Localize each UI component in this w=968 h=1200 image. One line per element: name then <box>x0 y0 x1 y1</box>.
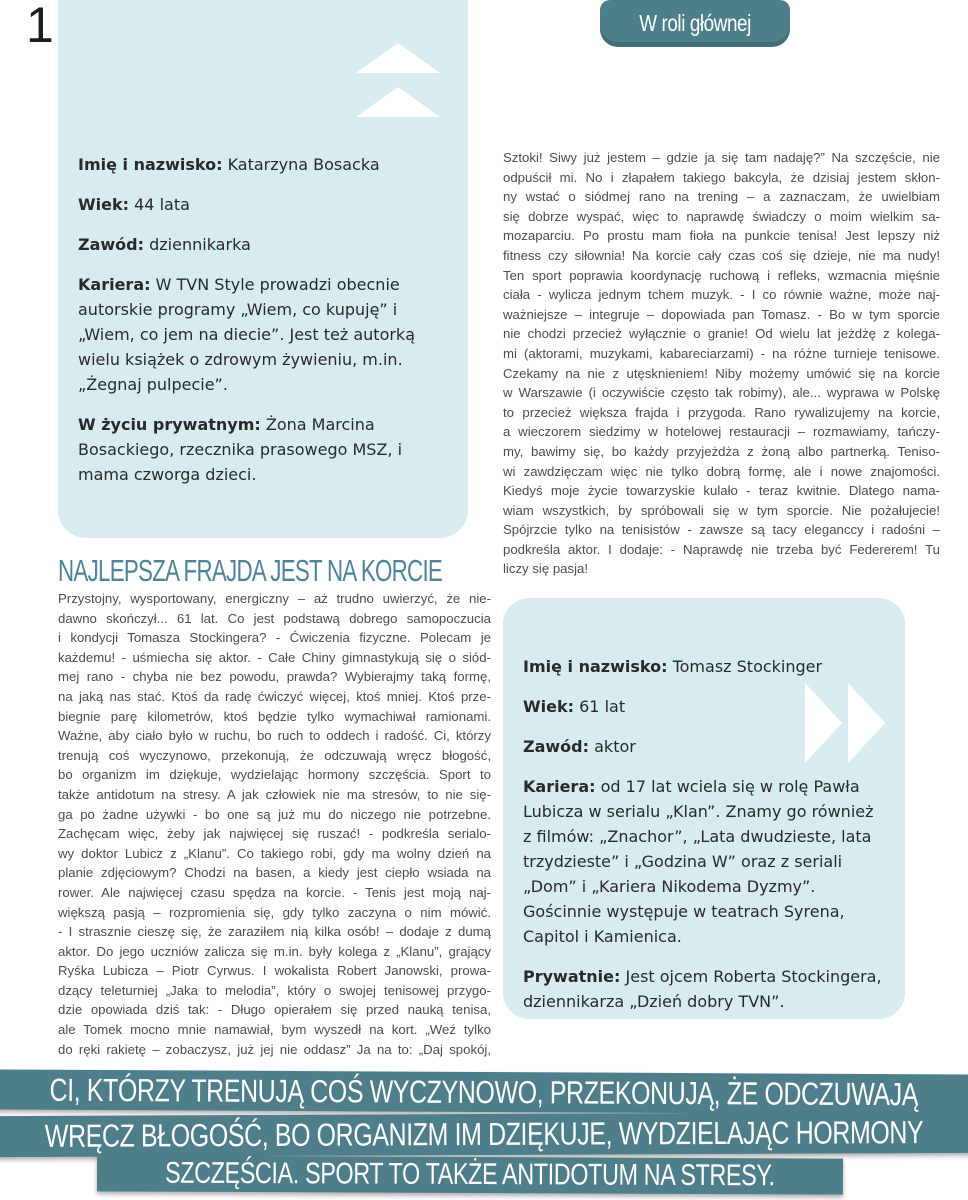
text-line: Ten sport poprawia koordynację ruchową i refleks, wzmacnia mięśnie <box>503 267 940 283</box>
profile-card-content <box>58 0 468 487</box>
text-line: mozaparciu. Po prostu mam fioła na punkcie tenisa! Jest lepszy niż <box>503 228 940 244</box>
field-label: Prywatnie: <box>523 967 621 986</box>
section-badge-label: W roli głównej <box>639 10 751 36</box>
field-value: aktor <box>594 737 636 756</box>
text-line: się dobrze wyspać, więc to naprawdę świadczy o moim wielkim sa- <box>503 208 940 224</box>
field-value: dziennikarka <box>149 235 251 254</box>
text-line: ciała - wylicza jednym tchem muzyk. - I co równie ważne, może naj- <box>503 287 940 303</box>
text-line: Czekamy na nie z utęsknieniem! Niby możemy umówić się na korcie <box>503 365 940 381</box>
text-line: wi zawdzięczam więc nie tylko dobrą formę, ale i nowe znajomości. <box>503 463 940 479</box>
field-value: 44 lata <box>134 195 190 214</box>
text-line: trenują coś wyczynowo, przekonują, że odczuwają wręcz błogość, <box>58 747 491 763</box>
profile-card-bosacka <box>58 0 468 538</box>
pull-quote-bar-2 <box>0 1112 968 1157</box>
field-value: Tomasz Stockinger <box>672 657 823 676</box>
text-line: a wieczorem siedzimy w hotelowej restauracji – rozmawiamy, tańczy- <box>503 424 940 440</box>
text-line: ga po żadne używki - bo one są już mu do niczego nie potrzebne. <box>58 806 491 822</box>
field-label: Zawód: <box>78 235 145 254</box>
field-label: Wiek: <box>78 195 130 214</box>
text-line: podkreśla aktor. I dodaje: - Naprawdę nie trzeba być Federerem! Tu <box>503 541 940 557</box>
profile-field-age <box>78 192 449 217</box>
text-line: - I strasznie cieszę się, że zaraziłem nią kilka osób! – dodaje z dumą <box>58 924 491 940</box>
page-number: 1 <box>26 0 54 53</box>
text-line: i kondycji Tomasza Stockingera? - Ćwiczenia fizyczne. Polecam je <box>58 630 491 646</box>
text-line: ważniejsze – integruje – dopowiada pan Tomasz. - Bo w tym sporcie <box>503 306 940 322</box>
field-value: Żona Marcina Bosackiego, rzecznika prasowego MSZ, i mama czworga dzieci. <box>78 415 403 484</box>
text-line: dawno skończył... 61 lat. Co jest podstawą dobrego samopoczucia <box>58 610 491 626</box>
text-line: większą pasją – rozpromienia się, gdy tylko zaczyna o nim mówić. <box>58 904 491 920</box>
profile-field-name <box>523 654 886 679</box>
text-line: odpuścił mi. No i złapałem takiego bakcyla, że dzisiaj jestem skłon- <box>503 169 940 185</box>
field-label: Zawód: <box>523 737 590 756</box>
field-label: Kariera: <box>523 777 596 796</box>
text-line: mi (aktorami, muzykami, kabareciarzami) - na różne turnieje tenisowe. <box>503 345 940 361</box>
profile-field-name <box>78 152 449 177</box>
pull-quote-line: CI, KTÓRZY TRENUJĄ COŚ WYCZYNOWO, PRZEKONUJĄ, ŻE ODCZUWAJĄ <box>49 1071 919 1112</box>
text-line: Ważne, aby ciało było w ruchu, bo ruch to oddech i radość. Ci, którzy <box>58 728 491 744</box>
field-value: W TVN Style prowadzi obecnie autorskie programy „Wiem, co kupuję” i „Wiem, co jem na diecie”. Jest też autorką wielu książek o zdrowym żywieniu, m.in. „Żegnaj pulpecie”. <box>78 275 415 394</box>
text-line: Sztoki! Siwy już jestem – gdzie ja się tam nadaję?” Na szczęście, nie <box>503 150 940 165</box>
text-line: ale Tomek mocno mnie namawiał, bym wyszedł na kort. „Weź tylko <box>58 1022 491 1038</box>
profile-field-profession <box>523 734 886 759</box>
text-line: to przecież większa frajda i przygoda. Rano rywalizujemy na korcie, <box>503 404 940 420</box>
profile-card-content <box>503 598 905 1014</box>
section-badge <box>600 0 790 47</box>
text-line: bo organizm im dziękuje, wydzielając hormony szczęścia. Sport to <box>58 767 491 783</box>
text-line: także antidotum na stresy. A jak człowiek nie ma stresów, to nie się- <box>58 786 491 802</box>
profile-field-private <box>78 412 449 487</box>
text-line: Zachęcam więc, żeby jak najwięcej się ruszać! - podkreśla serialo- <box>58 826 491 842</box>
text-line: dzący teleturniej „Jaka to melodia”, który o swojej tenisowej przygo- <box>58 982 491 998</box>
article-column-left <box>58 589 491 1059</box>
field-label: Imię i nazwisko: <box>523 657 668 676</box>
field-label: Imię i nazwisko: <box>78 155 223 174</box>
article-heading: NAJLEPSZA FRAJDA JEST NA KORCIE <box>58 553 443 588</box>
pull-quote-bar-1 <box>0 1069 968 1114</box>
article-column-right <box>503 148 940 579</box>
field-value: Katarzyna Bosacka <box>227 155 380 174</box>
text-line: wy doktor Lubicz z „Klanu”. Co takiego robi, gdy ma wolny dzień na <box>58 845 491 861</box>
text-line: fitness czy siłownia! Na korcie cały czas coś się dzieje, nie ma nudy! <box>503 247 940 263</box>
field-label: Wiek: <box>523 697 575 716</box>
text-line: w Warszawie (i oczywiście często tak robimy), ale... wyprawa w Polskę <box>503 385 940 401</box>
field-value: 61 lat <box>579 697 626 716</box>
text-line: Ryśka Lubicza – Piotr Cyrwus. I wokalista Robert Janowski, prowa- <box>58 963 491 979</box>
profile-field-private <box>523 964 886 1014</box>
text-line: ny wstać o siódmej rano na trening – a zaznaczam, że uwielbiam <box>503 189 940 205</box>
text-line: my, bawimy się, bo każdy przyjeżdża z żoną albo partnerką. Teniso- <box>503 443 940 459</box>
text-line: aktor. Do jego uczniów zalicza się m.in. były kolega z „Klanu”, grający <box>58 943 491 959</box>
text-line: nie chodzi przecież wyłącznie o granie! Od wielu lat jeżdżę z kolega- <box>503 326 940 342</box>
profile-field-career <box>523 774 886 949</box>
text-line: liczy się pasja! <box>503 561 589 577</box>
text-line: rower. Ale najwięcej czasu spędza na korcie. - Tenis jest moją naj- <box>58 884 491 900</box>
text-line: każdemu! - uśmiecha się aktor. - Całe Chiny gimnastykują się o siód- <box>58 649 491 665</box>
text-line: biegnie parę kilometrów, ktoś będzie tylko wymachiwał ramionami. <box>58 708 491 724</box>
text-line: Przystojny, wysportowany, energiczny – aż trudno uwierzyć, że nie- <box>58 591 491 606</box>
text-line: do ręki rakietę – zobaczysz, już jej nie oddasz” Ja na to: „Daj spokój, <box>58 1041 491 1057</box>
field-value: od 17 lat wciela się w rolę Pawła Lubicza w serialu „Klan”. Znamy go również z filmów: „Znachor”, „Lata dwudzieste, lata trzydzieste” i „Godzina W” oraz z seriali „Dom” i „Kariera Nikodema Dyzmy”. Gościnnie występuje w teatrach Syrena, Capitol i Kamienica. <box>523 777 874 946</box>
profile-field-career <box>78 272 449 397</box>
text-line: wiam wszystkich, by spróbowali się w tym sporcie. Nie pożałujecie! <box>503 502 940 518</box>
profile-card-stockinger <box>503 598 905 1019</box>
text-line: planie zdjęciowym? Chodzi na basen, a kiedy jest ciepło wsiada na <box>58 865 491 881</box>
field-value: Jest ojcem Roberta Stockingera, dziennikarza „Dzień dobry TVN”. <box>523 967 882 1011</box>
pull-quote-bar-3 <box>97 1155 843 1194</box>
field-label: Kariera: <box>78 275 151 294</box>
pull-quote-line: WRĘCZ BŁOGOŚĆ, BO ORGANIZM IM DZIĘKUJE, WYDZIELAJĄC HORMONY <box>44 1114 924 1154</box>
profile-field-profession <box>78 232 449 257</box>
text-line: na jaką nas stać. Ktoś da radę ćwiczyć więcej, ktoś mniej. Ktoś prze- <box>58 688 491 704</box>
text-line: dzie opowiada dziś tak: - Długo opierałem się przed nauką tenisa, <box>58 1002 491 1018</box>
pull-quote-line: SZCZĘŚCIA. SPORT TO TAKŻE ANTIDOTUM NA STRESY. <box>165 1156 775 1193</box>
text-line: mej rano - chyba nie bez powodu, prawda? Wybierajmy taką formę, <box>58 669 491 685</box>
text-line: Spójrzcie tylko na tenisistów - zawsze są tacy eleganccy i radośni – <box>503 522 940 538</box>
field-label: W życiu prywatnym: <box>78 415 261 434</box>
profile-field-age <box>523 694 886 719</box>
text-line: Kiedyś moje życie towarzyskie kulało - teraz kwitnie. Dlatego nama- <box>503 483 940 499</box>
